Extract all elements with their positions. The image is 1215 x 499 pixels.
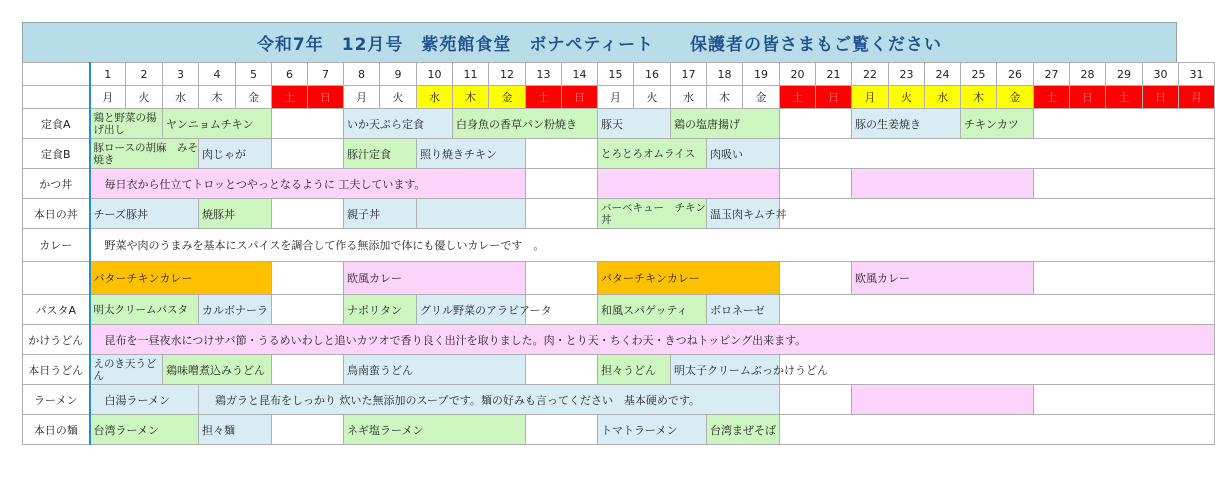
day-number: 16 — [634, 63, 671, 86]
row-curry — [23, 229, 1215, 262]
day-number: 20 — [780, 63, 816, 86]
menu-item: 豚汁定食 — [344, 139, 417, 169]
weekday-cell: 日 — [1143, 86, 1179, 109]
menu-item: いか天ぷら定食 — [344, 109, 453, 139]
page-title: 令和7年 12月号 紫苑館食堂 ボナペティート 保護者の皆さまもご覧ください — [22, 22, 1177, 63]
row-label: カレー — [23, 229, 90, 262]
empty-cell — [1034, 169, 1215, 199]
corner-cell — [23, 63, 90, 86]
row-label: 本日うどん — [23, 355, 90, 385]
day-number: 13 — [526, 63, 562, 86]
empty-cell — [1034, 262, 1215, 295]
empty-cell — [780, 262, 852, 295]
menu-item: 白湯ラーメン — [90, 385, 199, 415]
row-honjitsu-udon — [23, 355, 1215, 385]
weekday-cell: 木 — [453, 86, 489, 109]
menu-item: とろとろオムライス — [598, 139, 707, 169]
empty-cell — [272, 262, 344, 295]
day-number: 25 — [961, 63, 997, 86]
empty-cell — [272, 415, 344, 445]
day-number: 26 — [997, 63, 1034, 86]
row-ramen — [23, 385, 1215, 415]
day-number: 7 — [308, 63, 344, 86]
menu-item: 豚ロースの胡麻 みそ焼き — [90, 139, 199, 169]
menu-item: 焼豚丼 — [199, 199, 272, 229]
empty-cell — [272, 199, 344, 229]
menu-item: 白身魚の香草パン粉焼き — [453, 109, 598, 139]
menu-item: 肉じゃが — [199, 139, 272, 169]
curry-note: 野菜や肉のうまみを基本にスパイスを調合して作る無添加で体にも優しいカレーです 。 — [90, 229, 1215, 262]
menu-item: 鶏味噌煮込みうどん — [163, 355, 272, 385]
menu-item: グリル野菜のアラビアータ — [417, 295, 526, 325]
day-number: 28 — [1070, 63, 1106, 86]
row-label: 定食B — [23, 139, 90, 169]
empty-cell — [526, 415, 598, 445]
empty-cell — [780, 139, 1215, 169]
menu-calendar-table — [22, 62, 1215, 445]
kake-udon-note: 昆布を一昼夜水につけサバ節・うるめいわしと追いカツオで香り良く出汁を取りました。肉・とり天・ちくわ天・きつねトッピング出来ます。 — [90, 325, 1215, 355]
day-number: 21 — [816, 63, 852, 86]
ramen-note: 鶏ガラと昆布をしっかり 炊いた無添加のスープです。麺の好みも言ってください 基本硬めです。 — [199, 385, 780, 415]
weekday-cell: 火 — [126, 86, 163, 109]
menu-item: チーズ豚丼 — [90, 199, 199, 229]
day-number: 5 — [236, 63, 272, 86]
weekday-cell: 金 — [743, 86, 780, 109]
menu-item: チキンカツ — [961, 109, 1034, 139]
weekday-cell: 月 — [1179, 86, 1215, 109]
weekday-cell: 金 — [997, 86, 1034, 109]
menu-item: 担々うどん — [598, 355, 671, 385]
row-label: 本日の麺 — [23, 415, 90, 445]
day-number: 3 — [163, 63, 199, 86]
menu-item: 担々麺 — [199, 415, 272, 445]
menu-item: 豚天 — [598, 109, 671, 139]
empty-cell — [417, 199, 526, 229]
weekday-cell: 土 — [1034, 86, 1070, 109]
row-honjitsu-men — [23, 415, 1215, 445]
weekday-cell: 日 — [308, 86, 344, 109]
weekday-cell: 火 — [889, 86, 925, 109]
weekday-cell: 月 — [344, 86, 380, 109]
day-number-row — [23, 63, 1215, 86]
weekday-cell: 木 — [199, 86, 236, 109]
weekday-cell: 日 — [816, 86, 852, 109]
day-number: 11 — [453, 63, 489, 86]
empty-cell — [1034, 385, 1215, 415]
day-number: 10 — [417, 63, 453, 86]
row-kake-udon — [23, 325, 1215, 355]
row-label: かつ丼 — [23, 169, 90, 199]
menu-item: ナポリタン — [344, 295, 417, 325]
menu-item: 明太子クリームぶっかけうどん — [671, 355, 780, 385]
day-number: 22 — [852, 63, 889, 86]
katsudon-note: 毎日衣から仕立てトロッとつやっとなるように 工夫しています。 — [90, 169, 526, 199]
weekday-cell: 月 — [598, 86, 634, 109]
menu-item: バターチキンカレー — [90, 262, 272, 295]
empty-cell — [272, 295, 344, 325]
weekday-cell: 水 — [925, 86, 961, 109]
empty-cell — [780, 385, 852, 415]
weekday-cell: 水 — [417, 86, 453, 109]
empty-cell — [1034, 109, 1215, 139]
row-label — [23, 262, 90, 295]
weekday-cell: 土 — [780, 86, 816, 109]
empty-cell — [780, 295, 1215, 325]
day-number: 8 — [344, 63, 380, 86]
menu-item: 鶏と野菜の揚げ出し — [90, 109, 163, 139]
menu-item: 欧風カレー — [344, 262, 526, 295]
empty-cell — [272, 109, 344, 139]
menu-item: えのき天うどん — [90, 355, 163, 385]
weekday-cell: 月 — [90, 86, 126, 109]
menu-item: 温玉肉キムチ丼 — [707, 199, 780, 229]
menu-item: バターチキンカレー — [598, 262, 780, 295]
menu-item: ヤンニョムチキン — [163, 109, 272, 139]
day-number: 18 — [707, 63, 743, 86]
menu-item: 照り焼きチキン — [417, 139, 526, 169]
menu-item: 親子丼 — [344, 199, 417, 229]
row-curry-menu — [23, 262, 1215, 295]
day-number: 19 — [743, 63, 780, 86]
day-number: 15 — [598, 63, 634, 86]
day-number: 6 — [272, 63, 308, 86]
weekday-cell: 金 — [489, 86, 526, 109]
row-label: パスタA — [23, 295, 90, 325]
row-honjitsu-don — [23, 199, 1215, 229]
weekday-cell: 水 — [163, 86, 199, 109]
menu-item: 台湾まぜそば — [707, 415, 780, 445]
menu-item: ネギ塩ラーメン — [344, 415, 526, 445]
day-number: 1 — [90, 63, 126, 86]
row-label: 定食A — [23, 109, 90, 139]
empty-cell — [526, 295, 598, 325]
weekday-cell: 火 — [634, 86, 671, 109]
day-number: 4 — [199, 63, 236, 86]
empty-cell — [526, 262, 598, 295]
menu-item: 台湾ラーメン — [90, 415, 199, 445]
menu-item: バーベキュー チキン丼 — [598, 199, 707, 229]
day-number: 12 — [489, 63, 526, 86]
weekday-cell: 土 — [272, 86, 308, 109]
highlight-cell — [852, 385, 1034, 415]
empty-cell — [526, 139, 598, 169]
menu-item: トマトラーメン — [598, 415, 707, 445]
empty-cell — [526, 199, 598, 229]
menu-item: カルボナーラ — [199, 295, 272, 325]
empty-cell — [780, 415, 1215, 445]
weekday-cell: 土 — [526, 86, 562, 109]
weekday-row — [23, 86, 1215, 109]
menu-item: 鶏の塩唐揚げ — [671, 109, 780, 139]
weekday-cell: 日 — [1070, 86, 1106, 109]
menu-item: ボロネーゼ — [707, 295, 780, 325]
empty-cell — [780, 169, 852, 199]
day-number: 17 — [671, 63, 707, 86]
menu-item: 欧風カレー — [852, 262, 1034, 295]
day-number: 27 — [1034, 63, 1070, 86]
corner-cell — [23, 86, 90, 109]
highlight-cell — [852, 169, 1034, 199]
row-label: ラーメン — [23, 385, 90, 415]
weekday-cell: 木 — [707, 86, 743, 109]
empty-cell — [272, 139, 344, 169]
weekday-cell: 水 — [671, 86, 707, 109]
day-number: 9 — [380, 63, 417, 86]
day-number: 24 — [925, 63, 961, 86]
row-katsudon — [23, 169, 1215, 199]
row-teishoku-a — [23, 109, 1215, 139]
empty-cell — [272, 355, 344, 385]
menu-item: 和風スパゲッティ — [598, 295, 707, 325]
empty-cell — [526, 169, 598, 199]
menu-sheet — [22, 22, 1204, 480]
row-label: かけうどん — [23, 325, 90, 355]
empty-cell — [780, 199, 1215, 229]
weekday-cell: 土 — [1106, 86, 1143, 109]
highlight-cell — [598, 169, 780, 199]
day-number: 23 — [889, 63, 925, 86]
menu-item: 鳥南蛮うどん — [344, 355, 526, 385]
menu-item: 豚の生姜焼き — [852, 109, 961, 139]
weekday-cell: 金 — [236, 86, 272, 109]
empty-cell — [526, 355, 598, 385]
row-teishoku-b — [23, 139, 1215, 169]
weekday-cell: 火 — [380, 86, 417, 109]
day-number: 30 — [1143, 63, 1179, 86]
row-pasta-a — [23, 295, 1215, 325]
weekday-cell: 月 — [852, 86, 889, 109]
day-number: 14 — [562, 63, 598, 86]
day-number: 29 — [1106, 63, 1143, 86]
menu-item: 肉吸い — [707, 139, 780, 169]
row-label: 本日の丼 — [23, 199, 90, 229]
day-number: 2 — [126, 63, 163, 86]
weekday-cell: 日 — [562, 86, 598, 109]
empty-cell — [780, 355, 1215, 385]
weekday-cell: 木 — [961, 86, 997, 109]
empty-cell — [780, 109, 852, 139]
menu-item: 明太クリームパスタ — [90, 295, 199, 325]
day-number: 31 — [1179, 63, 1215, 86]
